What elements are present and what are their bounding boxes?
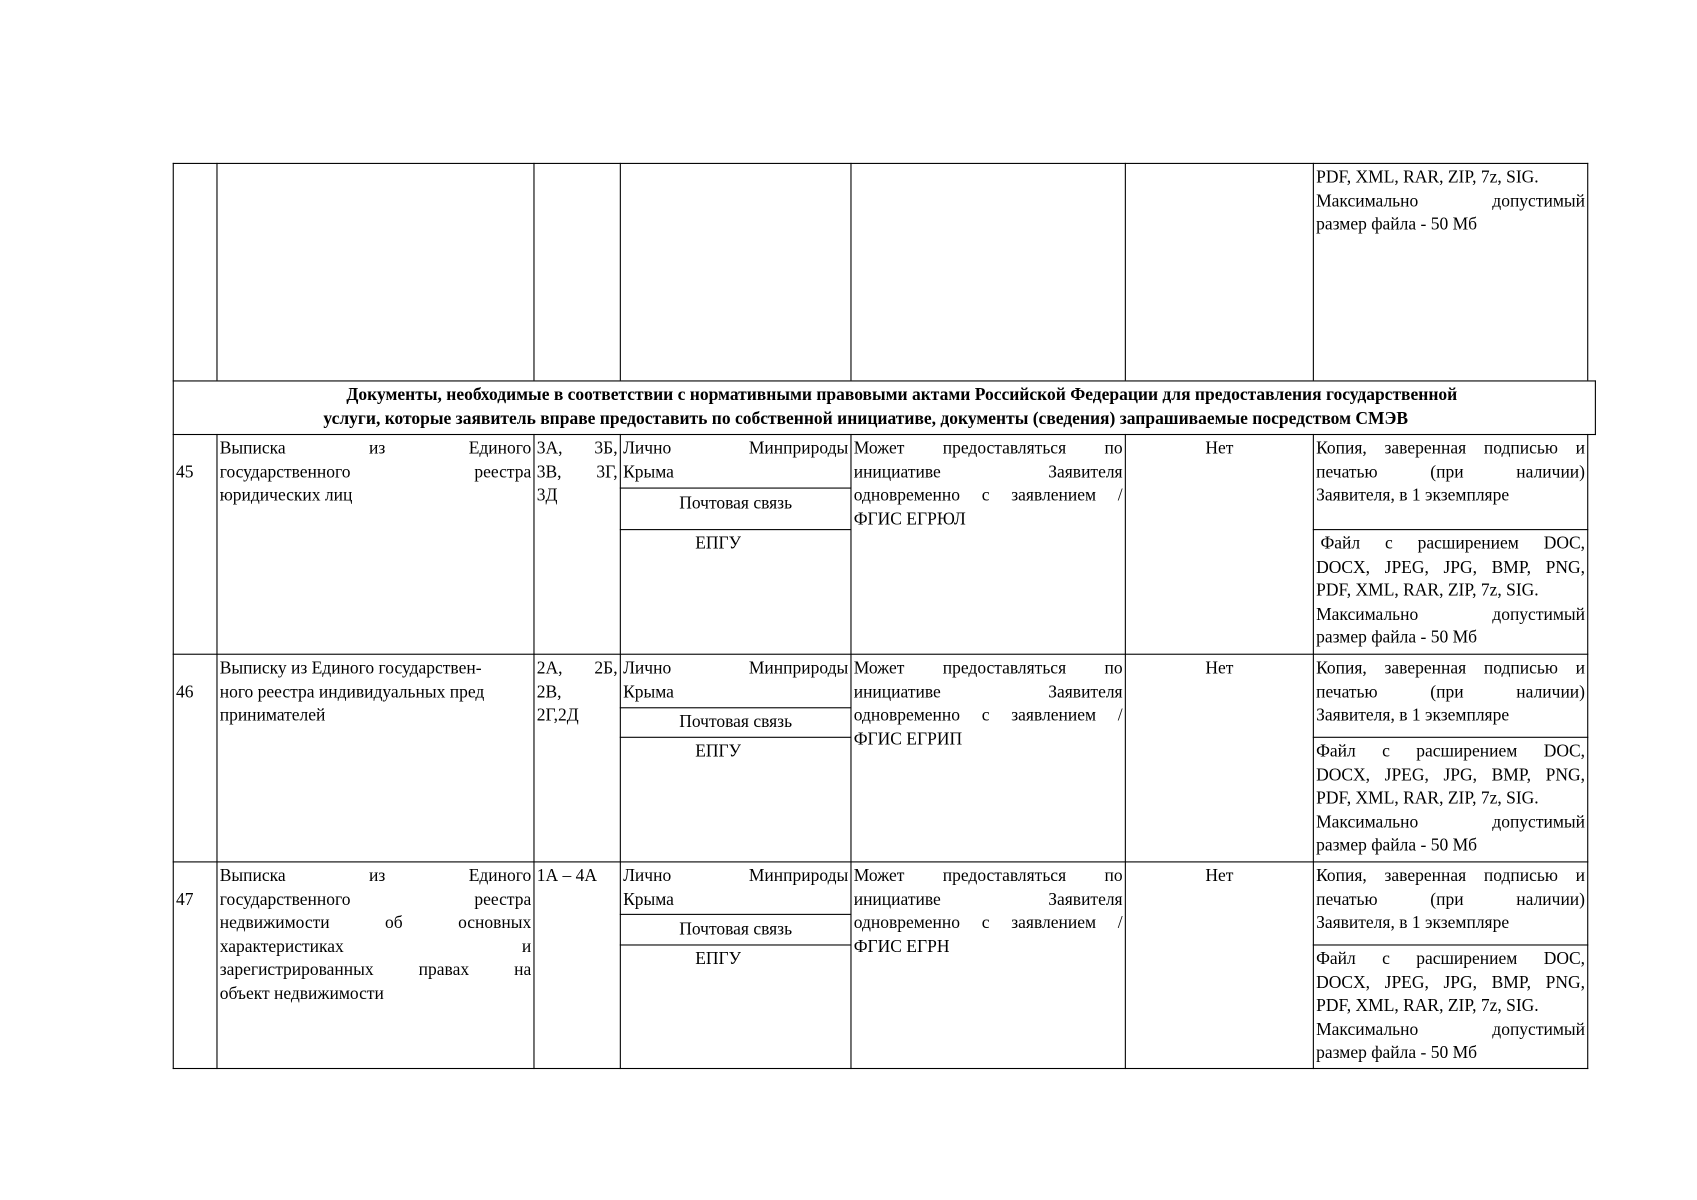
- submission-method: [623, 437, 848, 484]
- text-line: ФГИС ЕГРИП: [853, 729, 963, 749]
- text-line: Выписка из Единого: [219, 866, 532, 886]
- document-name: [220, 657, 532, 728]
- text-line: печатью (при наличии): [1316, 890, 1585, 909]
- text-line: 2А, 2Б,: [536, 659, 618, 678]
- text-line: ФГИС ЕГРН: [853, 937, 950, 956]
- document-name: [220, 437, 532, 508]
- text-line: 3А, 3Б,: [536, 439, 618, 459]
- row-number: 45: [175, 463, 194, 483]
- text-line: характеристиках и: [219, 937, 532, 956]
- text-line: одновременно с заявлением /: [853, 913, 1123, 933]
- submission-method: [623, 657, 848, 704]
- text-line: инициативе Заявителя: [853, 682, 1123, 702]
- copy-requirements: [1316, 865, 1585, 936]
- text-line: PDF, XML, RAR, ZIP, 7z, SIG.: [1316, 996, 1539, 1016]
- text-line: 2Г,2Д: [536, 706, 579, 725]
- text-line: DOCX, JPEG, JPG, BMP, PNG,: [1316, 558, 1585, 577]
- text-line: Максимально допустимый: [1316, 605, 1585, 624]
- text-line: 2В,: [536, 682, 562, 702]
- epgu-method: ЕПГУ: [695, 534, 742, 554]
- text-line: одновременно с заявлением /: [853, 486, 1123, 506]
- provision-conditions: [854, 865, 1123, 959]
- text-line: Копия, заверенная подписью и: [1316, 659, 1585, 678]
- file-requirements: [1316, 740, 1585, 858]
- text-line: Выписка из Единого: [219, 439, 532, 459]
- document-code: 1А – 4А: [536, 866, 597, 886]
- postal-method: Почтовая связь: [679, 712, 793, 732]
- text-line: PDF, XML, RAR, ZIP, 7z, SIG.: [1316, 581, 1539, 601]
- text-line: Крыма: [623, 682, 674, 702]
- text-line: одновременно с заявлением /: [853, 706, 1123, 725]
- text-line: Может предоставляться по: [853, 439, 1123, 459]
- text-line: зарегистрированных правах на: [219, 960, 532, 980]
- text-line: Может предоставляться по: [853, 659, 1123, 678]
- text-line: ФГИС ЕГРЮЛ: [853, 509, 966, 529]
- copy-requirements: [1316, 657, 1585, 728]
- mandatory-flag: Нет: [1205, 439, 1234, 459]
- document-code: [537, 437, 618, 508]
- row-number: 46: [175, 683, 194, 702]
- document-code: [537, 657, 618, 728]
- text-line: принимателей: [219, 706, 326, 725]
- text-line: ного реестра индивидуальных пред: [219, 682, 485, 702]
- text-line: 3В, 3Г,: [536, 462, 618, 482]
- text-line: Файл с расширением DOC,: [1316, 742, 1585, 761]
- row-number: 47: [175, 890, 194, 910]
- top-row-file-formats: [1316, 166, 1585, 237]
- text-line: размер файла - 50 Мб: [1316, 215, 1478, 234]
- text-line: юридических лиц: [219, 486, 353, 506]
- text-line: Максимально допустимый: [1316, 191, 1585, 211]
- text-line: размер файла - 50 Мб: [1316, 836, 1478, 855]
- text-line: Заявителя, в 1 экземпляре: [1316, 706, 1510, 725]
- text-line: Заявителя, в 1 экземпляре: [1316, 913, 1510, 933]
- text-line: недвижимости об основных: [219, 913, 532, 933]
- file-requirements: [1316, 948, 1585, 1066]
- postal-method: Почтовая связь: [679, 920, 793, 939]
- text-line: государственного реестра: [219, 890, 532, 909]
- text-line: PDF, XML, RAR, ZIP, 7z, SIG.: [1316, 789, 1539, 808]
- provision-conditions: [854, 437, 1123, 531]
- text-line: 3Д: [536, 486, 558, 506]
- text-line: Лично Минприроды: [623, 866, 849, 886]
- postal-method: Почтовая связь: [679, 494, 793, 513]
- text-line: государственного реестра: [219, 462, 532, 482]
- text-line: Копия, заверенная подписью и: [1316, 866, 1585, 886]
- text-line: PDF, XML, RAR, ZIP, 7z, SIG.: [1316, 168, 1539, 187]
- text-line: Крыма: [623, 462, 674, 482]
- provision-conditions: [854, 657, 1123, 751]
- text-line: Выписку из Единого государствен-: [219, 659, 482, 678]
- text-line: Копия, заверенная подписью и: [1316, 439, 1585, 459]
- text-line: Заявителя, в 1 экземпляре: [1316, 486, 1510, 506]
- submission-method: [623, 865, 848, 912]
- text-line: Лично Минприроды: [623, 439, 849, 459]
- text-line: объект недвижимости: [219, 984, 384, 1003]
- file-requirements: [1316, 532, 1585, 650]
- text-line: инициативе Заявителя: [853, 462, 1123, 482]
- text-line: Максимально допустимый: [1316, 812, 1585, 832]
- text-line: DOCX, JPEG, JPG, BMP, PNG,: [1316, 765, 1585, 785]
- mandatory-flag: Нет: [1205, 659, 1234, 678]
- text-line: Максимально допустимый: [1316, 1020, 1585, 1039]
- mandatory-flag: Нет: [1205, 866, 1234, 886]
- text-line: DOCX, JPEG, JPG, BMP, PNG,: [1316, 973, 1585, 992]
- epgu-method: ЕПГУ: [695, 949, 742, 969]
- document-name: [220, 865, 532, 1006]
- text-line: инициативе Заявителя: [853, 890, 1123, 909]
- section-heading: [174, 381, 1595, 432]
- text-line: размер файла - 50 Мб: [1316, 1043, 1478, 1063]
- text-line: Лично Минприроды: [623, 659, 849, 678]
- section-heading-line: услуги, которые заявитель вправе предоставить по собственной инициативе, документы (сведения) запрашиваемые посредством СМЭВ: [323, 409, 1409, 428]
- epgu-method: ЕПГУ: [695, 742, 742, 761]
- text-line: Может предоставляться по: [853, 866, 1123, 886]
- text-line: печатью (при наличии): [1316, 462, 1585, 482]
- text-line: Крыма: [623, 890, 674, 909]
- text-line: Файл с расширением DOC,: [1316, 949, 1585, 969]
- copy-requirements: [1316, 437, 1585, 508]
- text-line: Файл с расширением DOC,: [1320, 534, 1585, 554]
- section-heading-line: Документы, необходимые в соответствии с нормативными правовыми актами Российской Федерации для предоставления государственной: [346, 385, 1458, 405]
- text-line: печатью (при наличии): [1316, 682, 1585, 702]
- text-line: размер файла - 50 Мб: [1316, 628, 1478, 648]
